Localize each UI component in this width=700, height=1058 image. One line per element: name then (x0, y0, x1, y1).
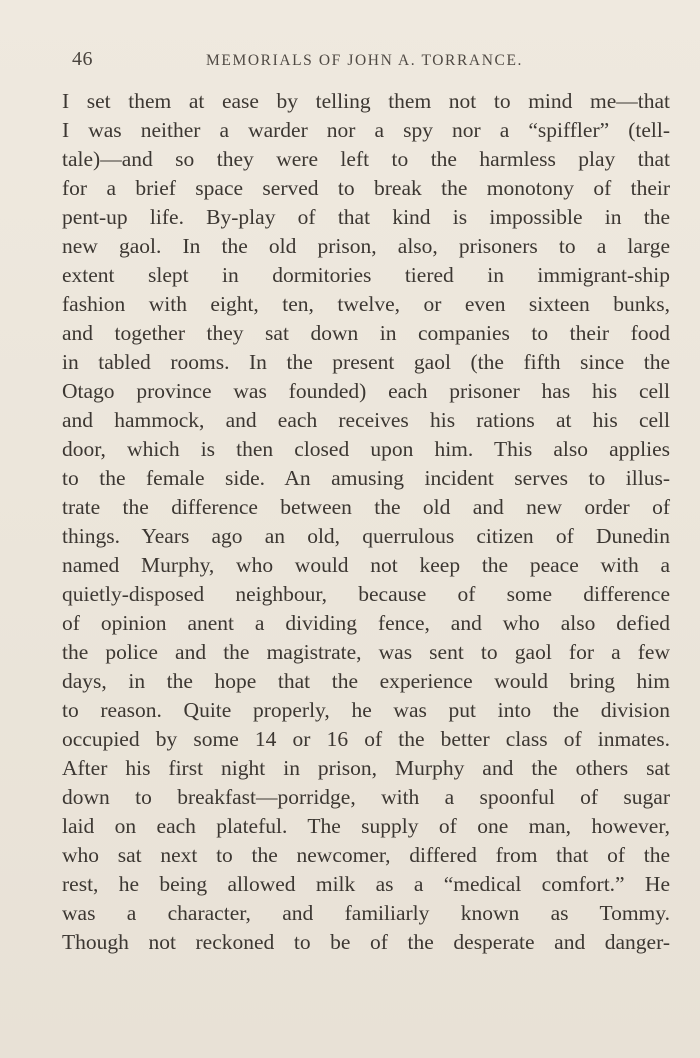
text-line: occupied by some 14 or 16 of the better class of inmates. (62, 727, 670, 751)
text-line: door, which is then closed upon him. This also applies (62, 437, 670, 461)
text-line: to the female side. An amusing incident serves to illus- (62, 466, 670, 490)
body-text (62, 87, 670, 957)
text-line: extent slept in dormitories tiered in immigrant-ship (62, 263, 670, 287)
text-line: trate the difference between the old and new order of (62, 495, 670, 519)
text-line: fashion with eight, ten, twelve, or even sixteen bunks, (62, 292, 670, 316)
text-line: and hammock, and each receives his rations at his cell (62, 408, 670, 432)
text-line: named Murphy, who would not keep the peace with a (62, 553, 670, 577)
text-line: tale)—and so they were left to the harmless play that (62, 147, 670, 171)
text-line: and together they sat down in companies to their food (62, 321, 670, 345)
text-line: of opinion anent a dividing fence, and who also defied (62, 611, 670, 635)
text-line: the police and the magistrate, was sent to gaol for a few (62, 640, 670, 664)
text-line: days, in the hope that the experience would bring him (62, 669, 670, 693)
text-line: pent-up life. By-play of that kind is impossible in the (62, 205, 670, 229)
running-head: MEMORIALS OF JOHN A. TORRANCE. (206, 52, 523, 69)
text-line: new gaol. In the old prison, also, prisoners to a large (62, 234, 670, 258)
text-line: I set them at ease by telling them not to mind me—that (62, 89, 670, 113)
text-line: Otago province was founded) each prisoner has his cell (62, 379, 670, 403)
text-line: down to breakfast—porridge, with a spoonful of sugar (62, 785, 670, 809)
text-line: After his first night in prison, Murphy and the others sat (62, 756, 670, 780)
text-line: for a brief space served to break the monotony of their (62, 176, 670, 200)
text-line: laid on each plateful. The supply of one man, however, (62, 814, 670, 838)
page-header (62, 46, 672, 76)
text-line: to reason. Quite properly, he was put into the division (62, 698, 670, 722)
text-line: who sat next to the newcomer, differed from that of the (62, 843, 670, 867)
text-line: quietly-disposed neighbour, because of some difference (62, 582, 670, 606)
text-line: rest, he being allowed milk as a “medical comfort.” He (62, 872, 670, 896)
text-line: in tabled rooms. In the present gaol (the fifth since the (62, 350, 670, 374)
text-line: was a character, and familiarly known as Tommy. (62, 901, 670, 925)
page-number: 46 (72, 48, 93, 70)
text-line: I was neither a warder nor a spy nor a “spiffler” (tell- (62, 118, 670, 142)
text-line: things. Years ago an old, querrulous citizen of Dunedin (62, 524, 670, 548)
text-line: Though not reckoned to be of the desperate and danger- (62, 930, 670, 954)
